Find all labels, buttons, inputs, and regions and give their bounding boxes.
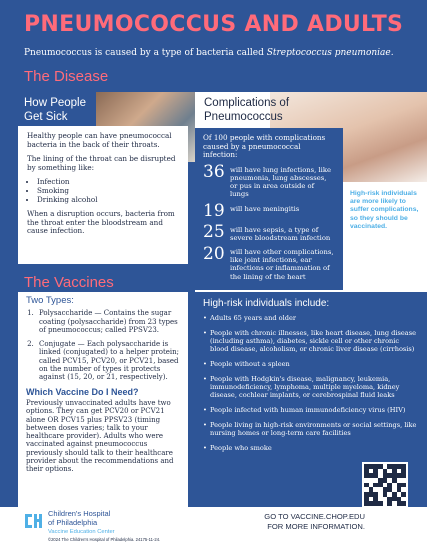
org-name [48,510,110,527]
stat-text: will have lung infections, like pneumonia, lung abscesses, or pus in area outside of lungs [230,165,331,199]
risk-item-text: People with chronic illnesses, like heart disease, lung disease (including asthma), diabetes, sickle cell or other chronic blood disease, alcoholism, or chronic liver disease (cirrhosis) [210,329,416,353]
stat-row [203,161,335,199]
complications-intro: Of 100 people with complications caused by a pneumococcal infection: [203,133,326,160]
list-item [203,444,419,452]
high-risk-note: High-risk individuals are more likely to suffer complications, so they should be vaccinated. [350,190,419,230]
high-risk-title: High-risk individuals include: [203,298,330,309]
stat-text: will have other complications, like joint infections, ear infections or inflammation of the lining of the heart [230,248,334,281]
cta-line-1[interactable]: GO TO VACCINE.CHOP.EDU [264,512,365,521]
stat-text: will have sepsis, a type of severe bloodstream infection [230,225,331,242]
complications-title: Complications of Pneumococcus [204,97,290,123]
how-sick-para-1: Healthy people can have pneumococcal bacteria in the back of their throats. [27,131,172,149]
list-item [203,314,419,322]
how-sick-box [18,126,188,264]
stat-number: 20 [203,244,225,264]
types-list [36,309,180,381]
list-item [203,329,419,353]
bullet-icon: • [203,314,207,322]
which-vaccine-text: Previously unvaccinated adults have two options. They can get PCV20 or PCV21 alone OR PCV15 plus PPSV23 (timing between doses varies; talk to your healthcare provider). Adults who were vaccinated against pneumococcus previously should talk to their healthcare provider about the recommendations and their options. [26,398,174,474]
stat-number: 19 [203,200,225,221]
bullet-icon: • [203,406,207,414]
list-item [203,406,419,414]
list-item [203,375,419,399]
org-name-line-2: of Philadelphia [48,517,98,527]
org-subtitle: Vaccine Education Center [48,529,115,535]
page-subtitle [24,48,394,58]
stat-row [203,246,335,281]
types-title: Two Types: [26,295,74,306]
vaccine-types-box [18,292,188,528]
risk-item-text: People with Hodgkin's disease, malignancy, leukemia, immunodeficiency, lymphoma, multiple myeloma, kidney disease, cochlear implants, or cerebrospinal fluid leaks [210,375,400,399]
bullet-icon: • [203,329,207,337]
cta-line-2: FOR MORE INFORMATION. [267,521,365,531]
risk-item-text: People infected with human immunodeficiency virus (HIV) [210,406,406,414]
bullet-icon: • [203,444,207,452]
qr-module [401,501,406,506]
bullet-icon: • [203,375,207,383]
list-item: • Infection [37,178,179,187]
org-name-line-1: Children's Hospital [48,509,111,518]
risk-item-text: Adults 65 years and older [210,314,296,322]
risk-item-text: People who smoke [210,444,272,452]
section-heading-disease: The Disease [24,68,109,85]
copyright: ©2024 The Children's Hospital of Philadelphia. 24175-11-24. [48,537,161,542]
stat-row [203,221,335,242]
complications-box [195,128,343,290]
section-heading-vaccines: The Vaccines [24,274,114,291]
list-item: 1. Polysaccharide — Contains the sugar coating (polysaccharide) from 23 types of pneumococcus; called PPSV23. [36,309,180,334]
stat-number: 36 [203,161,225,182]
bullet-icon: • [203,421,207,429]
stat-number: 25 [203,221,225,242]
how-sick-para-2: The lining of the throat can be disrupted by something like: [27,154,176,172]
how-sick-para-3: When a disruption occurs, bacteria from the throat enter the bloodstream and cause infection. [27,209,175,236]
risk-item-text: People without a spleen [210,360,290,368]
website-cta[interactable] [240,512,365,531]
stat-text: will have meningitis [230,204,300,213]
bullet-icon: • [203,360,207,368]
subtitle-species: Streptococcus pneumoniae [266,48,391,58]
list-item [203,360,419,368]
chop-logo-icon [22,510,44,532]
disruption-list [37,178,179,204]
stat-row [203,200,335,221]
list-item: 2. Conjugate — Each polysaccharide is linked (conjugated) to a helper protein; called PCV15, PCV20, or PCV21, based on the number of types it protects against (15, 20, or 21, respectively). [36,340,180,381]
which-vaccine-title: Which Vaccine Do I Need? [26,386,139,397]
list-item: • Smoking [37,187,179,196]
subtitle-prefix: Pneumococcus is caused by a type of bacteria called [24,48,267,58]
list-item [203,421,419,437]
list-item: • Drinking alcohol [37,196,179,205]
subtitle-suffix: . [390,48,394,58]
how-sick-title: How People Get Sick [24,97,87,123]
page-title: PNEUMOCOCCUS AND ADULTS [24,12,404,37]
risk-item-text: People living in high-risk environments or social settings, like nursing homes or long-term care facilities [210,421,417,437]
qr-code-icon[interactable] [362,462,408,508]
